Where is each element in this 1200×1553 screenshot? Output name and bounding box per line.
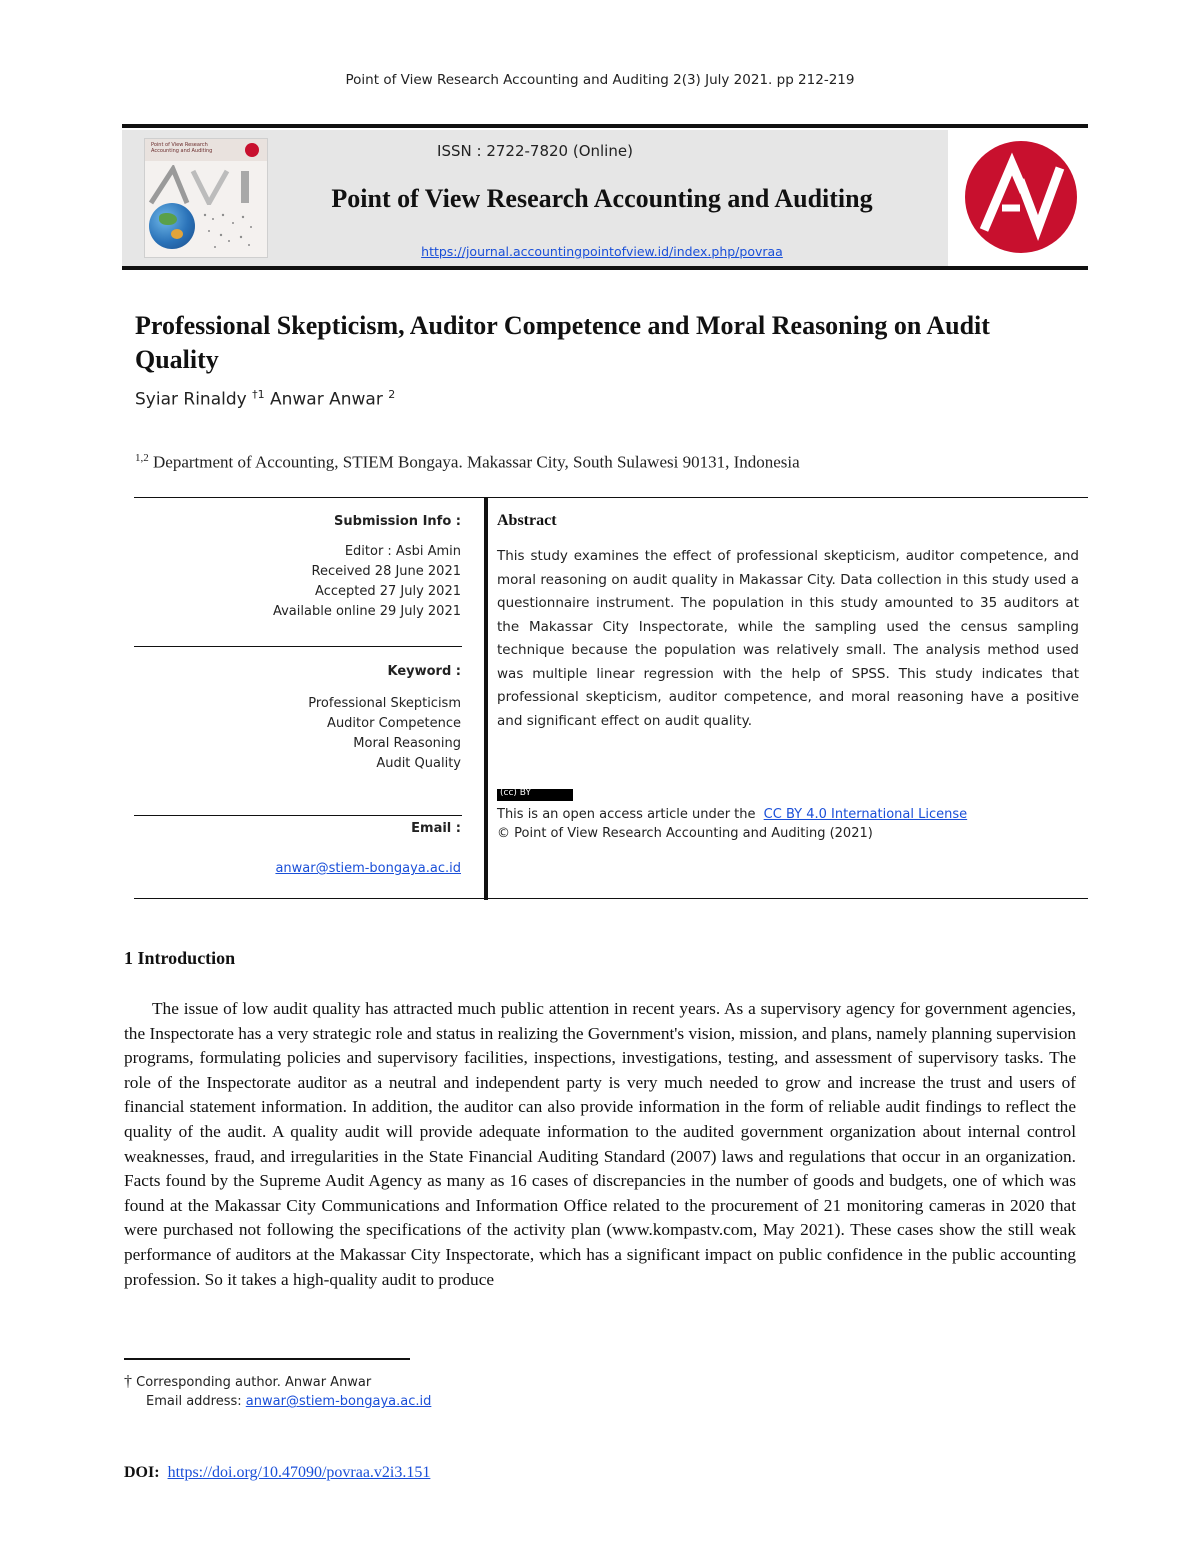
keyword-rule	[134, 646, 462, 647]
journal-logo-icon	[962, 138, 1080, 256]
affiliation-mark: 1,2	[135, 452, 149, 464]
running-head: Point of View Research Accounting and Auditing 2(3) July 2021. pp 212-219	[345, 72, 855, 88]
cover-title: Point of View Research Accounting and Auditing	[151, 142, 213, 154]
submission-heading: Submission Info :	[334, 514, 461, 529]
issn: ISSN : 2722-7820 (Online)	[437, 142, 633, 160]
affiliation	[135, 452, 800, 473]
cover-dots-graphic	[199, 209, 259, 253]
footnote-email-link[interactable]: anwar@stiem-bongaya.ac.id	[245, 1394, 432, 1409]
section-heading: 1 Introduction	[124, 948, 236, 968]
footnote-email-label: Email address:	[146, 1394, 242, 1409]
email-block	[135, 819, 461, 879]
email-heading: Email :	[411, 821, 461, 836]
author-line	[135, 388, 395, 410]
email-link[interactable]: anwar@stiem-bongaya.ac.id	[275, 861, 461, 876]
keyword-heading: Keyword :	[387, 664, 461, 679]
journal-name: Point of View Research Accounting and Auditing	[331, 184, 873, 213]
received-date: Received 28 June 2021	[311, 564, 461, 579]
keyword-item: Audit Quality	[376, 756, 461, 771]
introduction-paragraph: The issue of low audit quality has attracted much public attention in recent years. As a supervisory agency for government agencies, the Inspectorate has a very strategic role and status in realizing the Government's vision, mission, and plans, namely planning supervision programs, formulating policies and supervisory facilities, inspections, investigations, testing, and assessment of supervisory tasks. The role of the Inspectorate auditor as a neutral and independent party is very much needed to grow and increase the trust and users of financial statement information. In addition, the auditor can also provide information in the form of reliable audit findings to reflect the quality of the audit. A quality audit will provide adequate information to the audited government organization about internal control weaknesses, fraud, and irregularities in the State Financial Auditing Standard (2007) laws and regulations that occur in an organization. Facts found by the Supreme Audit Agency as many as 16 cases of discrepancies in the number of goods and budgets, one of which was found at the Makassar City Communications and Information Office related to the procurement of 21 monitoring cameras in 2020 that were purchased not following the specifications of the activity plan (www.kompastv.com, May 2021). These cases show the still weak performance of auditors at the Makassar City Inspectorate, which has a significant impact on public confidence in the public accounting profession. So it takes a high-quality audit to produce	[124, 999, 1076, 1289]
accepted-date: Accepted 27 July 2021	[315, 584, 461, 599]
cc-badge-label: (cc) BY	[500, 788, 531, 798]
author-mark: 2	[388, 388, 396, 401]
info-bottom-rule	[134, 898, 1088, 899]
footnote-rule	[124, 1358, 410, 1360]
editor: Editor : Asbi Amin	[344, 544, 461, 559]
banner-top-rule	[122, 124, 1088, 128]
info-divider	[484, 497, 488, 900]
doi-link[interactable]: https://doi.org/10.47090/povraa.v2i3.151	[167, 1464, 431, 1481]
journal-banner	[122, 130, 1088, 266]
keyword-item: Moral Reasoning	[353, 736, 461, 751]
globe-icon	[149, 203, 195, 249]
affiliation-text: Department of Accounting, STIEM Bongaya. Makassar City, South Sulawesi 90131, Indonesia	[153, 452, 800, 472]
doi-line	[124, 1464, 430, 1482]
keyword-item: Professional Skepticism	[308, 696, 461, 711]
author-name: Anwar Anwar	[270, 389, 383, 410]
paper-title: Professional Skepticism, Auditor Competence and Moral Reasoning on Audit Quality	[135, 311, 990, 374]
email-rule	[134, 815, 462, 816]
submission-info	[135, 512, 461, 622]
footnote-mark: †	[124, 1373, 132, 1390]
available-date: Available online 29 July 2021	[272, 604, 461, 619]
license-block	[497, 805, 967, 843]
abstract-heading: Abstract	[497, 512, 557, 529]
author-name: Syiar Rinaldy	[135, 389, 247, 410]
info-top-rule	[134, 497, 1088, 498]
footnote-text: Corresponding author. Anwar Anwar	[136, 1375, 372, 1390]
cc-license-badge-icon[interactable]	[497, 789, 573, 801]
cover-av-graphic	[147, 165, 265, 205]
license-link[interactable]: CC BY 4.0 International License	[763, 807, 968, 822]
banner-bottom-rule	[122, 266, 1088, 270]
keyword-item: Auditor Competence	[327, 716, 461, 731]
copyright: © Point of View Research Accounting and Auditing (2021)	[497, 826, 873, 841]
journal-url-link[interactable]: https://journal.accountingpointofview.id/index.php/povraa	[421, 244, 783, 259]
footnote-corresponding	[124, 1373, 371, 1391]
abstract-text: This study examines the effect of professional skepticism, auditor competence, and moral reasoning on audit quality in Makassar City. Data collection in this study used a questionnaire instrument. The population in this study amounted to 35 auditors at the Makassar City Inspectorate, while the sampling used the census sampling technique because the population was relatively small. The analysis method used was multiple linear regression with the help of SPSS. This study indicates that professional skepticism, auditor competence, and moral reasoning have a positive and significant effect on audit quality.	[497, 548, 1079, 729]
doi-label: DOI:	[124, 1464, 160, 1481]
author-mark: †1	[252, 388, 265, 401]
keywords	[135, 662, 461, 774]
footnote-email	[146, 1394, 431, 1409]
license-prefix: This is an open access article under the	[497, 807, 756, 822]
